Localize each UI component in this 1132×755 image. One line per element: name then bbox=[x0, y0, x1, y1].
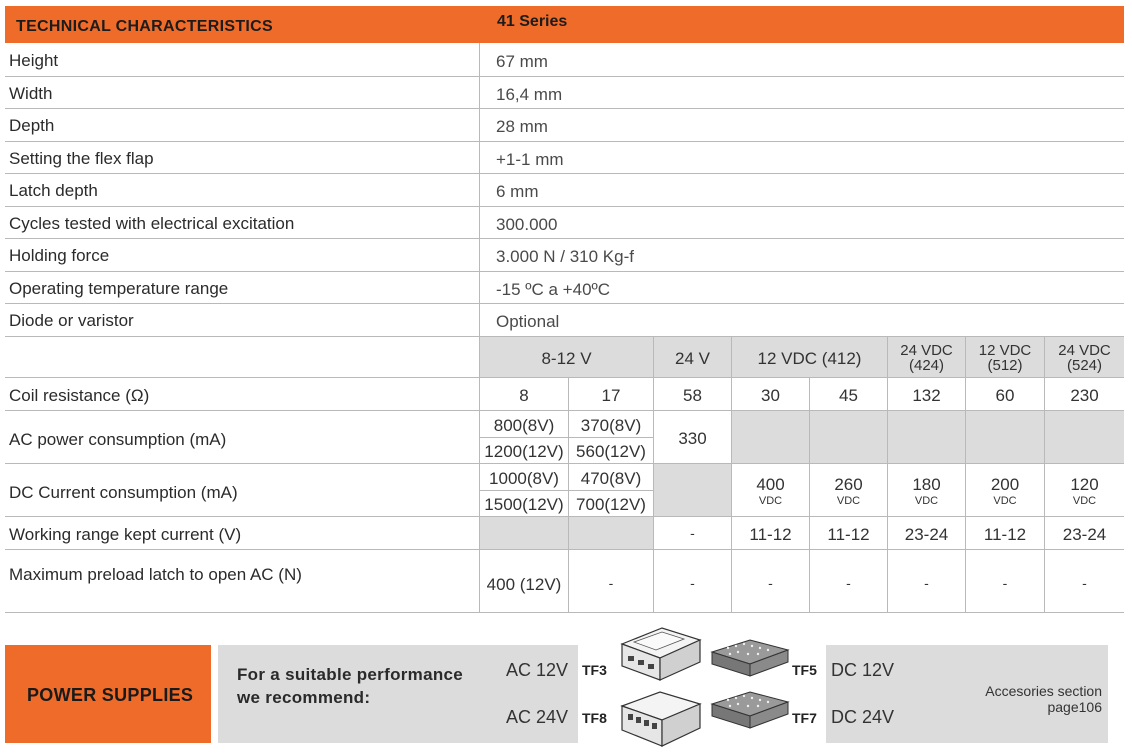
spec-row bbox=[5, 207, 1124, 240]
spec-label: Setting the flex flap bbox=[9, 148, 154, 168]
spec-row bbox=[5, 142, 1124, 175]
dc-label: DC Current consumption (mA) bbox=[9, 483, 238, 502]
spec-label: Cycles tested with electrical excitation bbox=[9, 213, 295, 233]
dc-value: 700(12V) bbox=[576, 495, 646, 514]
preload-value: - bbox=[690, 575, 695, 591]
spec-value: 67 mm bbox=[496, 52, 548, 71]
voltage-header-24v: 24 V bbox=[675, 349, 710, 368]
tf3-label: TF3 bbox=[582, 662, 607, 678]
voltage-header-12vdc-412: 12 VDC (412) bbox=[757, 349, 862, 368]
power-supplies-title: POWER SUPPLIES bbox=[27, 685, 194, 705]
dc-value: 120 VDC bbox=[1070, 475, 1099, 507]
coil-value: 30 bbox=[761, 386, 780, 405]
working-value: 23-24 bbox=[1062, 525, 1107, 544]
grid-line bbox=[653, 336, 654, 613]
coil-value: 132 bbox=[912, 386, 941, 405]
preload-value: - bbox=[1082, 575, 1087, 591]
grid-line bbox=[1044, 336, 1045, 613]
spec-value: 6 mm bbox=[496, 182, 539, 201]
voltage-header-12vdc-512: 12 VDC (512) bbox=[978, 342, 1032, 374]
spec-row bbox=[5, 272, 1124, 305]
accessories-reference: Accesories section page106 bbox=[985, 683, 1102, 715]
grid-line bbox=[965, 336, 966, 613]
table-header bbox=[5, 6, 1124, 43]
din-rail-psu-tf8-image bbox=[614, 688, 704, 750]
spec-value: -15 ºC a +40ºC bbox=[496, 279, 611, 299]
row-subdivider bbox=[480, 437, 653, 438]
preload-value: - bbox=[1002, 575, 1008, 591]
dc-value: 1000(8V) bbox=[489, 469, 559, 488]
spec-row bbox=[5, 304, 1124, 337]
spec-row bbox=[5, 77, 1124, 110]
spec-label: Diode or varistor bbox=[9, 311, 134, 330]
spec-label: Depth bbox=[9, 116, 55, 135]
coil-value: 60 bbox=[995, 386, 1015, 405]
spec-row bbox=[5, 44, 1124, 77]
din-rail-psu-tf3-image bbox=[614, 622, 704, 684]
grid-line bbox=[809, 378, 810, 613]
ac12-label: AC 12V bbox=[506, 660, 569, 680]
spec-row bbox=[5, 109, 1124, 142]
dc-value: 400 VDC bbox=[756, 475, 785, 507]
spec-value: Optional bbox=[496, 312, 560, 331]
column-divider bbox=[479, 43, 480, 336]
preload-label: Maximum preload latch to open AC (N) bbox=[9, 565, 302, 584]
grid-line bbox=[887, 336, 888, 613]
enclosed-psu-tf5-image bbox=[708, 636, 790, 680]
grid-line bbox=[479, 336, 480, 613]
voltage-header-24vdc-524: 24 VDC (524) bbox=[1058, 342, 1111, 374]
dc12-label: DC 12V bbox=[831, 660, 895, 680]
coil-value: 17 bbox=[601, 386, 621, 405]
working-value: 11-12 bbox=[749, 525, 792, 544]
preload-value: - bbox=[768, 575, 773, 591]
spec-label: Latch depth bbox=[9, 181, 98, 200]
working-value: 23-24 bbox=[904, 525, 949, 544]
ac24-label: AC 24V bbox=[506, 707, 569, 727]
spec-value: +1-1 mm bbox=[496, 149, 564, 169]
row-subdivider bbox=[480, 490, 653, 491]
series-label: 41 Series bbox=[497, 13, 568, 30]
dc-value: 470(8V) bbox=[580, 469, 642, 488]
coil-value: 230 bbox=[1070, 386, 1099, 405]
coil-value: 8 bbox=[519, 386, 529, 405]
spec-label: Holding force bbox=[9, 246, 110, 265]
working-label: Working range kept current (V) bbox=[9, 525, 242, 544]
dc-value: 260 VDC bbox=[834, 475, 863, 507]
preload-value: - bbox=[608, 575, 614, 591]
ac-value: 370(8V) bbox=[580, 416, 642, 435]
spec-value: 300.000 bbox=[496, 214, 558, 234]
ac-value: 330 bbox=[678, 429, 707, 448]
spec-value: 3.000 N / 310 Kg-f bbox=[496, 247, 634, 266]
dc24-label: DC 24V bbox=[831, 707, 895, 727]
ac-label: AC power consumption (mA) bbox=[9, 430, 227, 449]
power-supplies-box bbox=[5, 645, 211, 743]
tf7-label: TF7 bbox=[792, 710, 817, 726]
dc-value: 180 VDC bbox=[912, 475, 941, 507]
spec-row bbox=[5, 174, 1124, 207]
working-value: - bbox=[690, 525, 695, 541]
voltage-header-24vdc-424: 24 VDC (424) bbox=[900, 342, 953, 374]
table-title: TECHNICAL CHARACTERISTICS bbox=[16, 18, 273, 35]
tf8-label: TF8 bbox=[582, 710, 607, 726]
ac-value: 560(12V) bbox=[576, 442, 646, 461]
spec-value: 16,4 mm bbox=[496, 84, 563, 104]
voltage-header-8-12v: 8-12 V bbox=[541, 349, 592, 368]
spec-value: 28 mm bbox=[496, 117, 548, 136]
enclosed-psu-tf7-image bbox=[708, 688, 790, 732]
grid-line bbox=[731, 336, 732, 613]
ac-value: 1200(12V) bbox=[484, 442, 564, 461]
spec-label: Width bbox=[9, 83, 53, 103]
coil-value: 45 bbox=[839, 386, 858, 405]
working-value: 11-12 bbox=[827, 525, 870, 544]
spec-label: Height bbox=[9, 51, 59, 70]
preload-value: - bbox=[924, 575, 929, 591]
dc-value: 200 VDC bbox=[990, 475, 1020, 507]
coil-value: 58 bbox=[683, 386, 702, 405]
recommend-text: For a suitable performance we recommend: bbox=[237, 665, 464, 707]
preload-value: - bbox=[846, 575, 851, 591]
coil-label: Coil resistance (Ω) bbox=[9, 386, 150, 405]
grid-line bbox=[568, 378, 569, 613]
preload-value: 400 (12V) bbox=[486, 575, 562, 594]
spec-label: Operating temperature range bbox=[9, 278, 229, 298]
dc-value: 1500(12V) bbox=[484, 495, 564, 514]
tf5-label: TF5 bbox=[792, 662, 817, 678]
working-value: 11-12 bbox=[983, 525, 1027, 544]
ac-value: 800(8V) bbox=[493, 416, 555, 435]
spec-row bbox=[5, 239, 1124, 272]
